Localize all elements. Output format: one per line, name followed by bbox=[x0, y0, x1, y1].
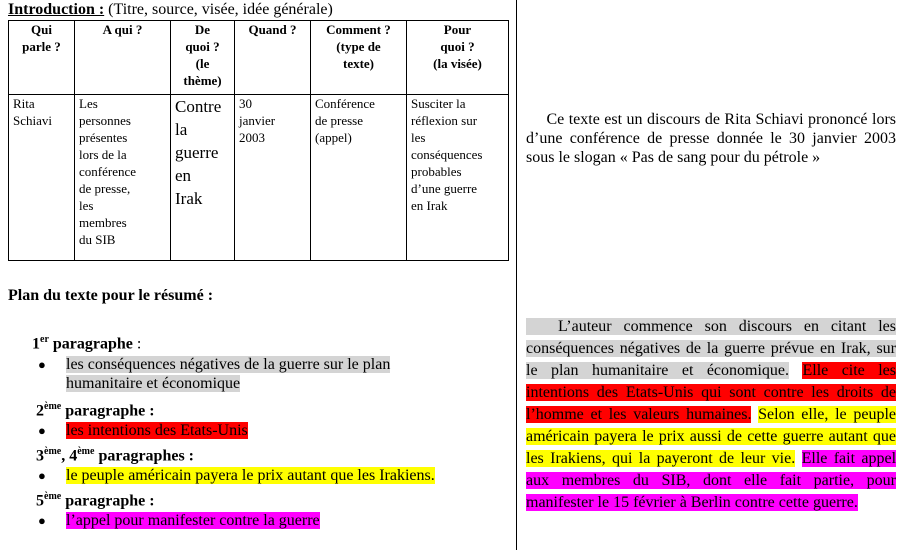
header-comment: Comment ? (type de texte) bbox=[311, 21, 407, 95]
header-pour-quoi: Pour quoi ? (la visée) bbox=[407, 21, 509, 95]
analysis-intro: L’auteur commence son discours en citant les conséquences négatives de la guerre prévue en Irak, sur le plan humanitaire et économique. bbox=[526, 318, 896, 379]
plan-heading-2: 2ème paragraphe : bbox=[36, 401, 155, 420]
analysis-appeal: Elle fait appel aux membres du SIB, dont elle fait partie, pour manifester le 15 février à Berlin contre cette guerre. bbox=[526, 450, 897, 511]
cell-theme: Contre la guerre en Irak bbox=[171, 95, 235, 261]
analysis-paragraph bbox=[526, 316, 896, 514]
cell-text-type: Conférence de presse (appel) bbox=[311, 95, 407, 261]
plan-heading-3-4: 3ème, 4ème paragraphes : bbox=[36, 446, 194, 465]
bullet-icon: ● bbox=[38, 357, 46, 372]
table-header-row bbox=[9, 21, 509, 95]
table-row bbox=[9, 95, 509, 261]
intro-heading bbox=[8, 1, 333, 19]
cell-audience: Les personnes présentes lors de la conférence de presse, les membres du SIB bbox=[75, 95, 171, 261]
header-quand: Quand ? bbox=[235, 21, 311, 95]
bullet-icon: ● bbox=[38, 513, 46, 528]
cell-speaker: Rita Schiavi bbox=[9, 95, 75, 261]
column-divider bbox=[516, 0, 517, 550]
bullet-icon: ● bbox=[38, 423, 46, 438]
analysis-price: Selon elle, le peuple américain payera le prix aussi de cette guerre autant que les Irakiens, qui la payeront de leur vie. bbox=[526, 406, 897, 467]
header-de-quoi: De quoi ? (le thème) bbox=[171, 21, 235, 95]
intro-title: Introduction : bbox=[8, 1, 105, 18]
plan-heading-1: 1er paragraphe : bbox=[32, 334, 142, 353]
analysis-intentions: Elle cite les intentions des Etats-Unis qui sont contre les droits de l’homme et les valeurs humaines. bbox=[526, 362, 897, 423]
intro-subtitle: (Titre, source, visée, idée générale) bbox=[104, 1, 333, 18]
header-a-qui: A qui ? bbox=[75, 21, 171, 95]
plan-item-1: ● les conséquences négatives de la guerre sur le plan humanitaire et économique bbox=[38, 356, 391, 392]
header-qui-parle: Qui parle ? bbox=[9, 21, 75, 95]
cell-date: 30 janvier 2003 bbox=[235, 95, 311, 261]
plan-item-2: ● les intentions des Etats-Unis bbox=[38, 422, 248, 439]
summary-paragraph: Ce texte est un discours de Rita Schiavi prononcé lors d’une conférence de presse donnée le 30 janvier 2003 sous le slogan « Pas de sang pour du pétrole » bbox=[526, 111, 897, 166]
intro-table bbox=[8, 20, 509, 261]
bullet-icon: ● bbox=[38, 468, 46, 483]
plan-title: Plan du texte pour le résumé : bbox=[8, 287, 214, 304]
plan-item-5: ● l’appel pour manifester contre la guerre bbox=[38, 512, 320, 529]
plan-heading-5: 5ème paragraphe : bbox=[36, 491, 155, 510]
cell-aim: Susciter la réflexion sur les conséquences probables d’une guerre en Irak bbox=[407, 95, 509, 261]
plan-item-3-4: ● le peuple américain payera le prix autant que les Irakiens. bbox=[38, 467, 435, 484]
